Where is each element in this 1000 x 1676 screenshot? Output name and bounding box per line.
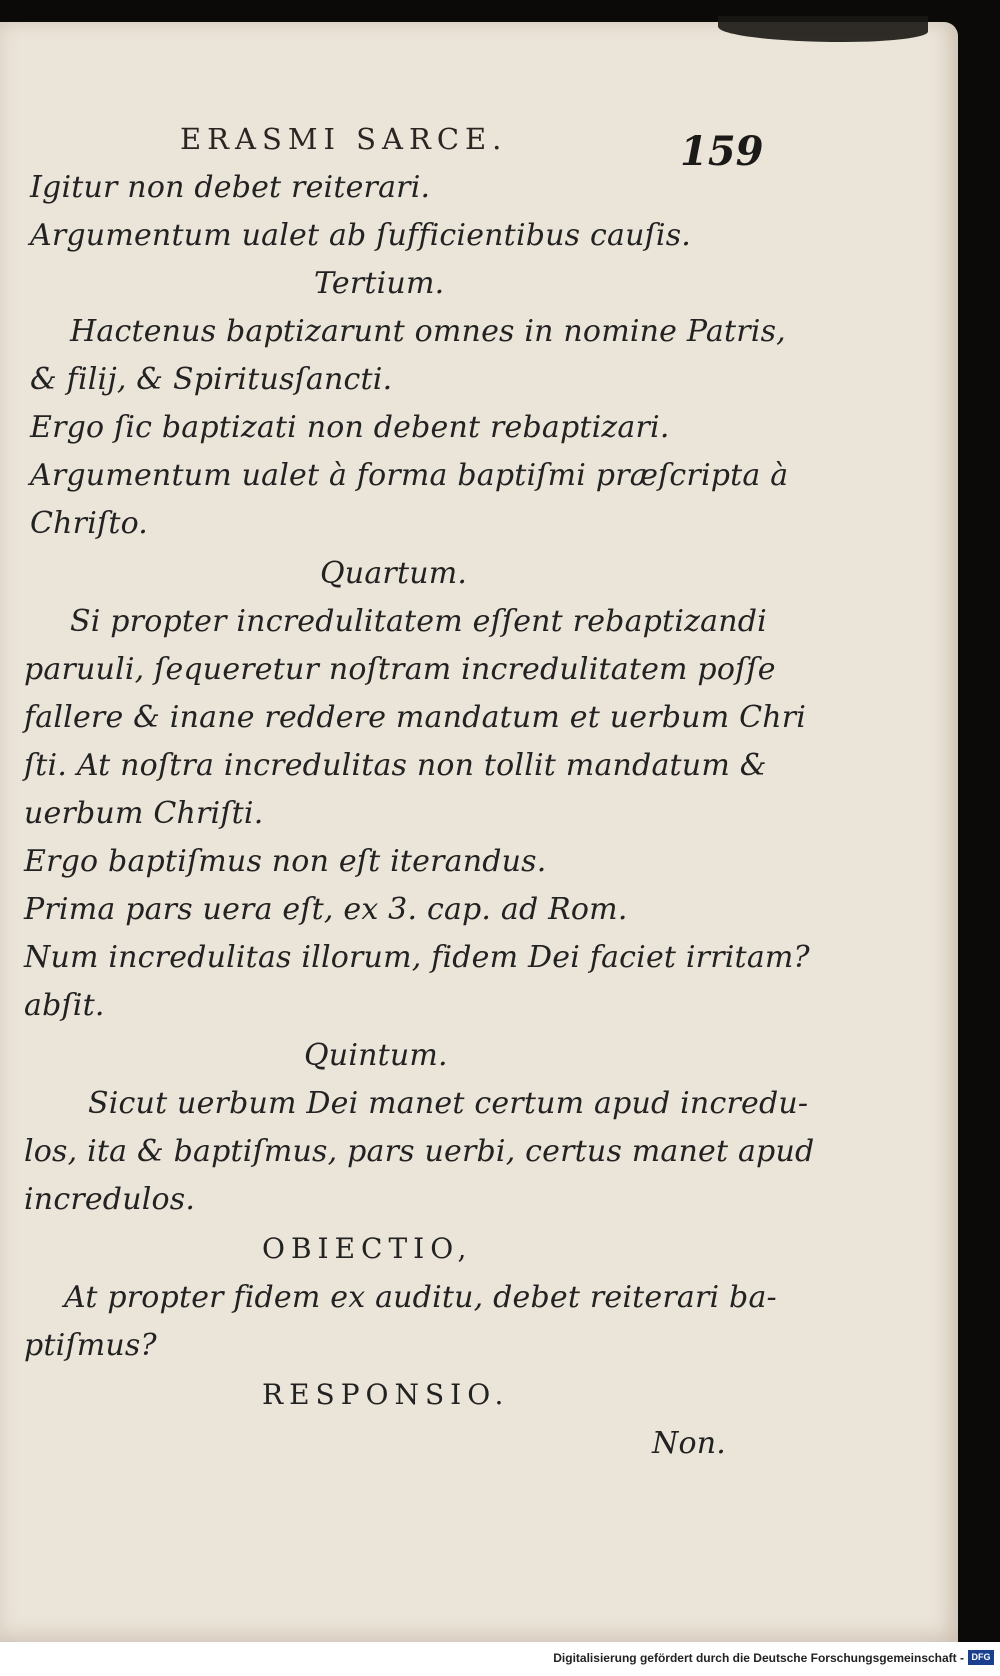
text-line: Argumentum ualet à forma baptiſmi præſcripta à	[30, 458, 789, 493]
funding-credit: Digitalisierung gefördert durch die Deutsche Forschungsgemeinschaft -	[553, 1651, 964, 1665]
text-line: Ergo ſic baptizati non debent rebaptizari.	[30, 410, 670, 445]
text-line: los, ita & baptiſmus, pars uerbi, certus manet apud	[24, 1134, 815, 1169]
text-line: paruuli, ſequeretur noſtram incredulitatem poſſe	[24, 652, 776, 687]
text-line: uerbum Chriſti.	[24, 796, 264, 831]
text-line: Chriſto.	[30, 506, 149, 541]
text-line: & filij, & Spiritusſancti.	[30, 362, 393, 397]
text-line: Sicut uerbum Dei manet certum apud incredu-	[88, 1086, 809, 1121]
catchword: Non.	[652, 1426, 726, 1461]
dfg-logo: DFG	[968, 1650, 994, 1665]
text-line: Hactenus baptizarunt omnes in nomine Patris,	[70, 314, 786, 349]
text-line: Ergo baptiſmus non eſt iterandus.	[24, 844, 547, 879]
section-heading: Tertium.	[314, 266, 445, 301]
running-head: ERASMI SARCE.	[180, 122, 508, 156]
page-text	[0, 22, 958, 1642]
text-line: abſit.	[24, 988, 105, 1023]
text-line: Num incredulitas illorum, fidem Dei faciet irritam?	[24, 940, 810, 975]
text-line: fallere & inane reddere mandatum et uerbum Chri	[24, 700, 807, 735]
book-page	[0, 22, 958, 1642]
text-line: At propter fidem ex auditu, debet reiterari ba-	[64, 1280, 777, 1315]
text-line: ptiſmus?	[24, 1328, 157, 1363]
text-line: Igitur non debet reiterari.	[30, 170, 431, 205]
section-heading: RESPONSIO.	[262, 1378, 510, 1411]
section-heading: OBIECTIO,	[262, 1232, 473, 1265]
text-line: Si propter incredulitatem eſſent rebaptizandi	[70, 604, 767, 639]
section-heading: Quintum.	[304, 1038, 448, 1073]
section-heading: Quartum.	[320, 556, 468, 591]
text-line: Argumentum ualet ab ſufficientibus cauſis.	[30, 218, 692, 253]
text-line: incredulos.	[24, 1182, 196, 1217]
digitization-footer	[0, 1642, 1000, 1676]
page-number: 159	[680, 128, 764, 175]
text-line: ſti. At noſtra incredulitas non tollit mandatum &	[24, 748, 767, 783]
text-line: Prima pars uera eſt, ex 3. cap. ad Rom.	[24, 892, 628, 927]
